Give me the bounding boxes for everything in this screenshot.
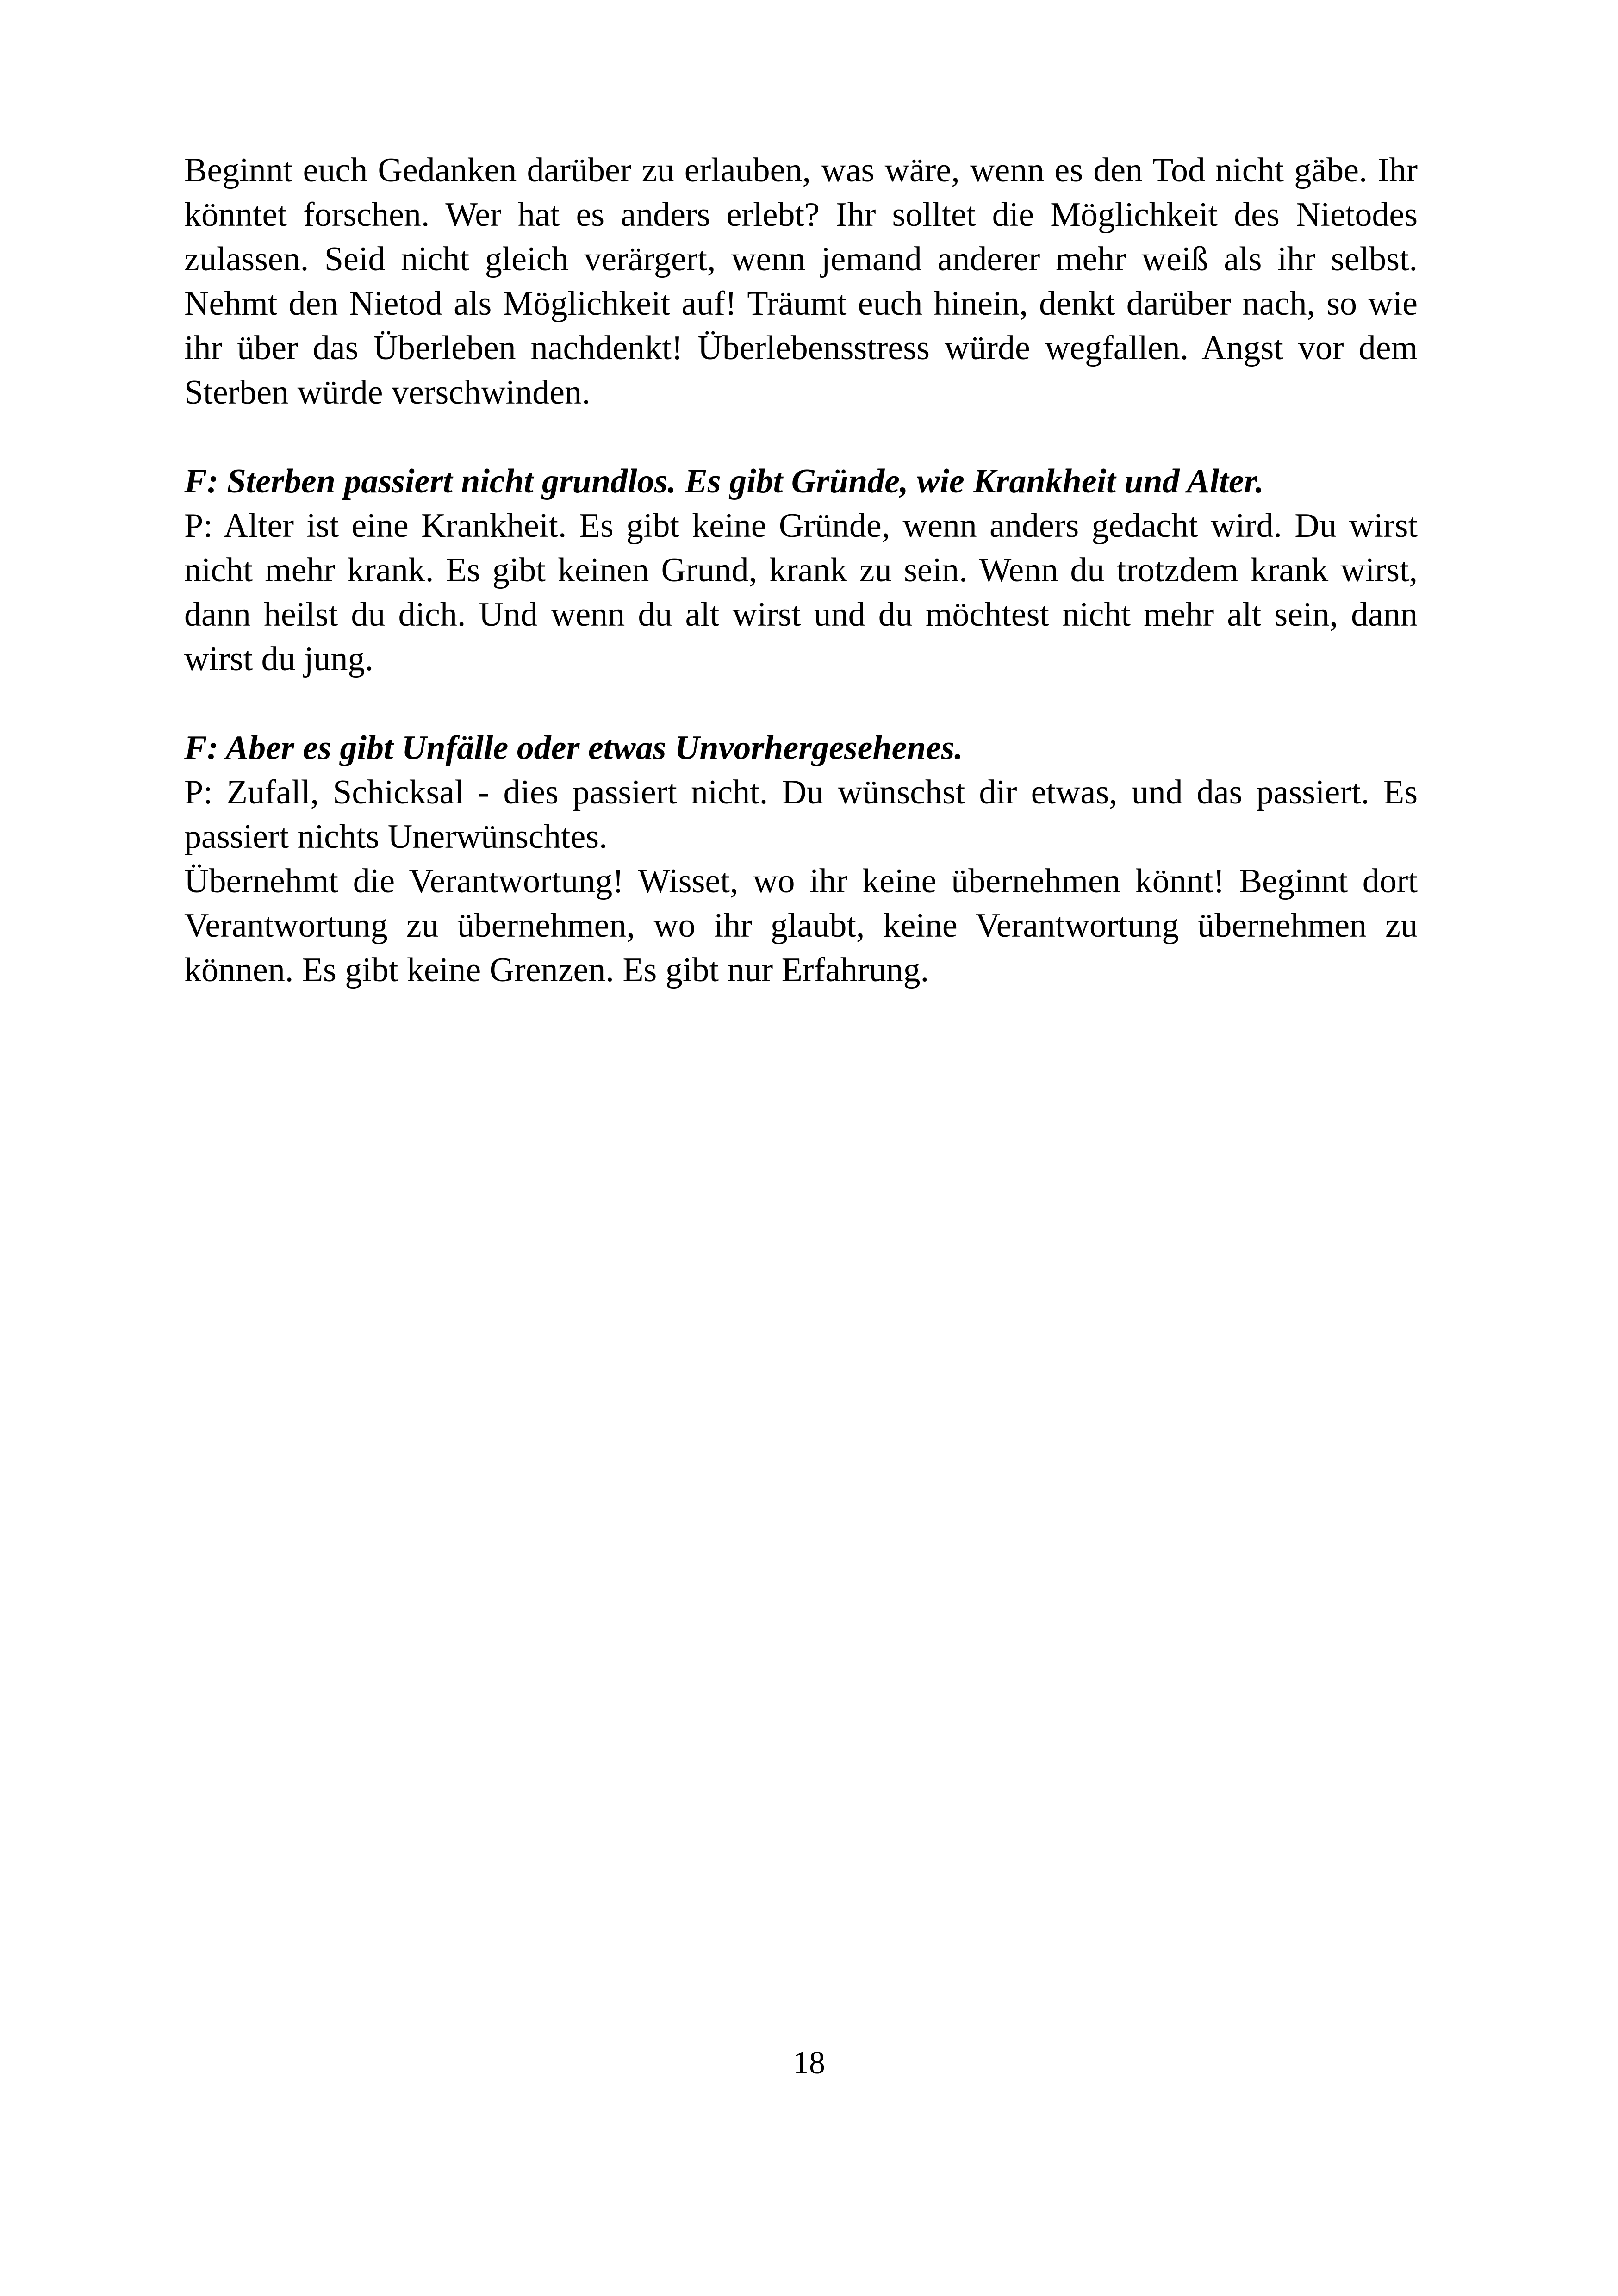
body-paragraph: P: Alter ist eine Krankheit. Es gibt keine Gründe, wenn anders gedacht wird. Du wirst nicht mehr krank. Es gibt keinen Grund, krank zu sein. Wenn du trotzdem krank wirst, dann heilst du dich. Und wenn du alt wirst und du möchtest nicht mehr alt sein, dann wirst du jung. <box>184 507 1418 678</box>
question-heading: F: Aber es gibt Unfälle oder etwas Unvorhergesehenes. <box>184 729 963 767</box>
body-paragraph: Übernehmt die Verantwortung! Wisset, wo ihr keine übernehmen könnt! Beginnt dort Verantwortung zu übernehmen, wo ihr glaubt, keine Verantwortung übernehmen zu können. Es gibt keine Grenzen. Es gibt nur Erfahrung. <box>184 862 1418 989</box>
question-heading: F: Sterben passiert nicht grundlos. Es gibt Gründe, wie Krankheit und Alter. <box>184 462 1264 500</box>
text-block <box>184 148 1418 992</box>
body-paragraph: Beginnt euch Gedanken darüber zu erlauben, was wäre, wenn es den Tod nicht gäbe. Ihr könntet forschen. Wer hat es anders erlebt? Ihr solltet die Möglichkeit des Nietodes zulassen. Seid nicht gleich verärgert, wenn jemand anderer mehr weiß als ihr selbst. Nehmt den Nietod als Möglichkeit auf! Träumt euch hinein, denkt darüber nach, so wie ihr über das Überleben nachdenkt! Überlebensstress würde wegfallen. Angst vor dem Sterben würde verschwinden. <box>184 151 1418 411</box>
page-number: 18 <box>793 2045 825 2081</box>
body-paragraph: P: Zufall, Schicksal - dies passiert nicht. Du wünschst dir etwas, und das passiert. Es passiert nichts Unerwünschtes. <box>184 773 1418 856</box>
